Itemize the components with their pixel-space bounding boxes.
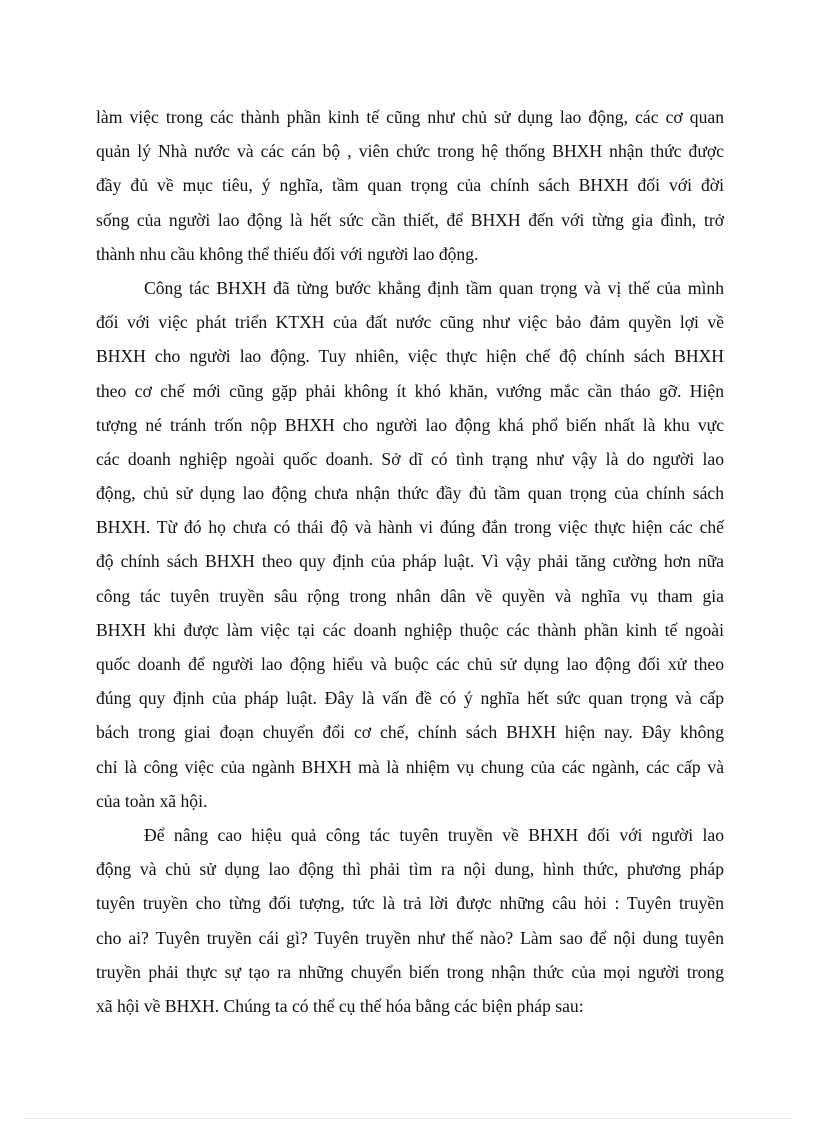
paragraph-line: quản lý Nhà nước và các cán bộ , viên chức trong hệ thống BHXH nhận thức được — [96, 141, 724, 162]
paragraph-line: động và chủ sử dụng lao động thì phải tìm ra nội dung, hình thức, phương pháp — [96, 859, 724, 880]
paragraph-line: làm việc trong các thành phần kinh tế cũng như chủ sử dụng lao động, các cơ quan — [96, 107, 724, 127]
paragraph-line: thành nhu cầu không thể thiếu đối với người lao động. — [96, 243, 479, 264]
paragraph-line: chỉ là công việc của ngành BHXH mà là nhiệm vụ chung của các ngành, các cấp và — [96, 756, 724, 777]
paragraph-line: Công tác BHXH đã từng bước khẳng định tầm quan trọng và vị thế của mình — [144, 277, 724, 298]
paragraph-line: tuyên truyền cho từng đối tượng, tức là trả lời được những câu hỏi : Tuyên truyền — [96, 893, 724, 914]
paragraph-2 — [96, 271, 724, 818]
paragraph-line: Để nâng cao hiệu quả công tác tuyên truyền về BHXH đối với người lao — [144, 824, 724, 845]
paragraph-line: xã hội về BHXH. Chúng ta có thể cụ thể hóa bằng các biện pháp sau: — [96, 995, 584, 1016]
paragraph-line: BHXH. Từ đó họ chưa có thái độ và hành vi đúng đắn trong việc thực hiện các chế — [96, 517, 724, 538]
paragraph-line: các doanh nghiệp ngoài quốc doanh. Sở dĩ có tình trạng như vậy là do người lao — [96, 448, 724, 469]
page-bottom-edge — [24, 1118, 792, 1119]
paragraph-line: truyền phải thực sự tạo ra những chuyển biến trong nhận thức của mọi người trong — [96, 961, 724, 982]
paragraph-line: công tác tuyên truyền sâu rộng trong nhân dân về quyền và nghĩa vụ tham gia — [96, 585, 724, 606]
paragraph-line: đầy đủ về mục tiêu, ý nghĩa, tầm quan trọng của chính sách BHXH đối với đời — [96, 175, 724, 196]
paragraph-line: đối với việc phát triển KTXH của đất nước cũng như việc bảo đảm quyền lợi về — [96, 312, 724, 333]
paragraph-line: theo cơ chế mới cũng gặp phải không ít khó khăn, vướng mắc cần tháo gỡ. Hiện — [96, 380, 724, 401]
document-page — [96, 100, 724, 1023]
paragraph-line: BHXH cho người lao động. Tuy nhiên, việc thực hiện chế độ chính sách BHXH — [96, 346, 724, 367]
paragraph-line: của toàn xã hội. — [96, 790, 208, 811]
paragraph-line: BHXH khi được làm việc tại các doanh nghiệp thuộc các thành phần kinh tế ngoài — [96, 619, 724, 640]
paragraph-3 — [96, 818, 724, 1023]
paragraph-line: bách trong giai đoạn chuyển đổi cơ chế, chính sách BHXH hiện nay. Đây không — [96, 722, 724, 743]
paragraph-line: độ chính sách BHXH theo quy định của pháp luật. Vì vậy phải tăng cường hơn nữa — [96, 551, 724, 572]
paragraph-line: quốc doanh để người lao động hiểu và buộc các chủ sử dụng lao động đối xử theo — [96, 654, 724, 674]
paragraph-line: cho ai? Tuyên truyền cái gì? Tuyên truyền như thế nào? Làm sao để nội dung tuyên — [96, 927, 724, 948]
paragraph-line: đúng quy định của pháp luật. Đây là vấn đề có ý nghĩa hết sức quan trọng và cấp — [96, 688, 724, 709]
paragraph-line: tượng né tránh trốn nộp BHXH cho người lao động khá phổ biến nhất là khu vực — [96, 414, 724, 435]
paragraph-1 — [96, 100, 724, 271]
paragraph-line: sống của người lao động là hết sức cần thiết, để BHXH đến với từng gia đình, trở — [96, 209, 724, 230]
paragraph-line: động, chủ sử dụng lao động chưa nhận thức đầy đủ tầm quan trọng của chính sách — [96, 483, 724, 504]
